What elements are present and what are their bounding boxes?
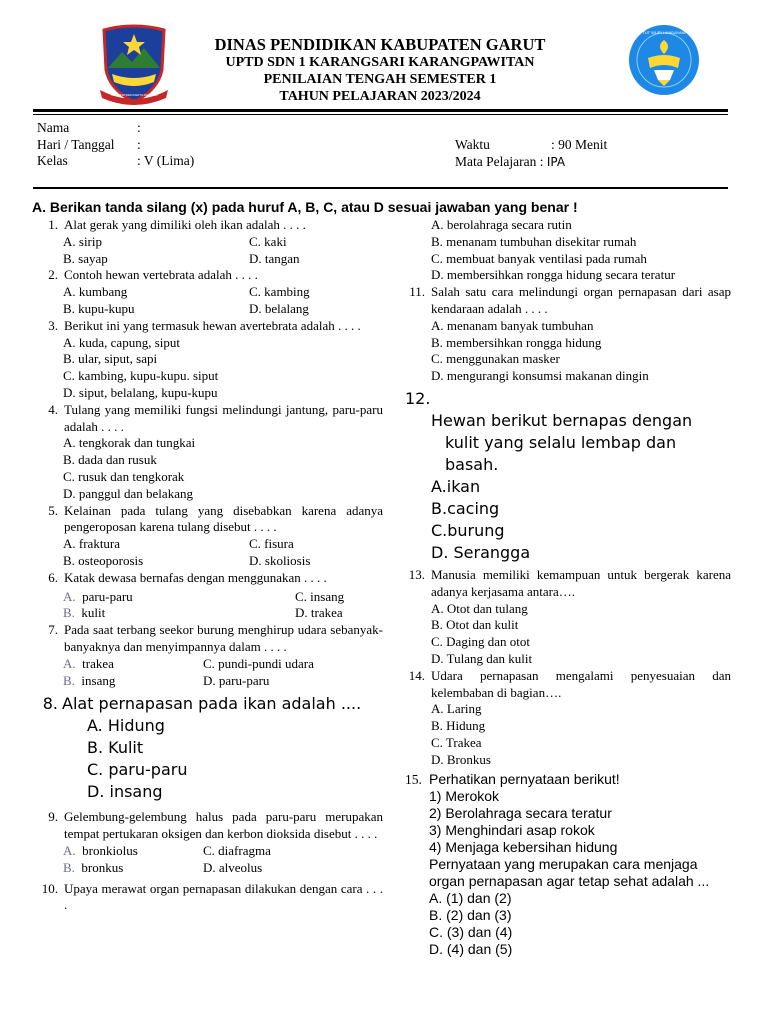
q9-option-d[interactable]: D. alveolus <box>203 859 263 875</box>
q2-text: Contoh hewan vertebrata adalah . . . . <box>64 267 258 283</box>
q8-number: 8. <box>42 694 58 714</box>
q6-number: 6. <box>48 569 58 585</box>
q1-option-c[interactable]: C. kaki <box>249 233 287 249</box>
q10-text: Upaya merawat organ pernapasan dilakukan dengan cara . . . . <box>64 880 383 913</box>
question-14 <box>405 668 731 769</box>
q4-option-d[interactable]: D. panggul dan belakang <box>63 485 193 501</box>
header-exam: PENILAIAN TENGAH SEMESTER 1 <box>263 72 497 87</box>
question-1 <box>33 217 383 267</box>
right-column <box>405 217 731 958</box>
question-3 <box>33 318 383 402</box>
question-11 <box>405 284 731 385</box>
q14-option-a[interactable]: A. Laring <box>431 701 482 717</box>
nama-row <box>37 120 337 137</box>
q13-option-d[interactable]: D. Tulang dan kulit <box>431 650 533 666</box>
question-4 <box>33 402 383 503</box>
identity-left <box>37 120 337 170</box>
q8-option-d[interactable]: D. insang <box>87 782 163 802</box>
q9-option-b[interactable] <box>63 860 203 877</box>
question-10 <box>33 881 383 915</box>
header-school: UPTD SDN 1 KARANGSARI KARANGPAWITAN <box>225 55 535 70</box>
q12-text: Hewan berikut bernapas dengan kulit yang selalu lembap dan basah. <box>431 410 693 474</box>
header-divider-thin <box>33 114 728 115</box>
q4-option-c[interactable]: C. rusuk dan tengkorak <box>63 468 185 484</box>
q7-text: Pada saat terbang seekor burung menghirup udara sebanyak-banyaknya dan menyimpannya dalam . . . . <box>64 622 383 654</box>
header-agency: DINAS PENDIDIKAN KABUPATEN GARUT <box>214 35 546 54</box>
left-column <box>33 217 383 914</box>
q6-text: Katak dewasa bernafas dengan menggunakan . . . . <box>64 569 327 585</box>
q12-option-a[interactable]: A.ikan <box>431 476 481 496</box>
q15-text: Perhatikan pernyataan berikut! <box>429 770 620 787</box>
q7-number: 7. <box>48 622 58 638</box>
q6-option-b-text: kulit <box>81 605 106 621</box>
q11-text: Salah satu cara melindungi organ pernapasan dari asap kendaraan adalah . . . . <box>431 284 731 316</box>
mapel-row <box>455 154 735 171</box>
q13-number: 13. <box>408 566 425 582</box>
q1-option-d[interactable]: D. tangan <box>249 250 300 266</box>
identity-right <box>455 137 735 170</box>
garut-logo-motto: TATA TENTREM KERTA RAHARJA <box>110 93 158 97</box>
kelas-value: : V (Lima) <box>137 153 195 168</box>
q14-option-b[interactable]: B. Hidung <box>431 718 486 734</box>
question-12 <box>405 388 731 564</box>
q3-option-b[interactable]: B. ular, siput, sapi <box>63 351 158 367</box>
q5-option-d[interactable]: D. skoliosis <box>249 552 311 568</box>
question-5 <box>33 503 383 570</box>
q10-number: 10. <box>41 880 58 896</box>
q2-option-b[interactable]: B. kupu-kupu <box>63 300 135 316</box>
tut-wuri-logo-text: TUT WURI HANDAYANI <box>642 30 686 35</box>
q15-option-c[interactable]: C. (3) dan (4) <box>429 923 513 940</box>
q1-option-b[interactable]: B. sayap <box>63 250 108 266</box>
q9-option-a-text: bronkiolus <box>82 842 138 858</box>
q12-option-b[interactable]: B.cacing <box>431 498 500 518</box>
q4-text: Tulang yang memiliki fungsi melindungi jantung, paru-paru adalah . . . . <box>64 401 383 434</box>
q7-option-b-text: insang <box>81 672 116 688</box>
q5-option-a[interactable]: A. fraktura <box>63 536 121 552</box>
q10-options <box>405 217 731 284</box>
hari-label: Hari / Tanggal <box>37 136 115 152</box>
q9-option-a-letter: A. <box>63 842 76 858</box>
q1-option-a[interactable]: A. sirip <box>63 233 102 249</box>
mapel-label: Mata Pelajaran : <box>455 153 544 169</box>
q9-option-b-text: bronkus <box>81 859 124 875</box>
q15-option-a[interactable]: A. (1) dan (2) <box>429 889 512 906</box>
q6-option-d[interactable]: D. trakea <box>295 605 343 621</box>
q8-option-b[interactable]: B. Kulit <box>87 738 144 758</box>
header-divider-thick <box>33 109 728 112</box>
q15-statements <box>429 788 731 856</box>
q9-number: 9. <box>48 809 58 825</box>
q15-number: 15. <box>405 771 422 787</box>
q15-statement-3: 3) Menghindari asap rokok <box>429 821 595 838</box>
q3-option-c[interactable]: C. kambing, kupu-kupu. siput <box>63 368 219 384</box>
q15-question: Pernyataan yang merupakan cara menjaga organ pernapasan agar tetap sehat adalah ... <box>429 855 710 889</box>
question-7 <box>33 622 383 689</box>
q14-option-d[interactable]: D. Bronkus <box>431 751 491 767</box>
q7-option-c[interactable]: C. pundi-pundi udara <box>203 655 314 671</box>
q13-option-c[interactable]: C. Daging dan otot <box>431 634 530 650</box>
q10-option-a[interactable]: A. berolahraga secara rutin <box>431 217 572 232</box>
mapel-value: IPA <box>546 154 566 169</box>
hari-row <box>37 137 337 154</box>
q15-option-d[interactable]: D. (4) dan (5) <box>429 940 513 957</box>
q7-option-b-letter: B. <box>63 672 75 688</box>
q6-option-c[interactable]: C. insang <box>295 588 345 604</box>
q15-statement-1: 1) Merokok <box>429 787 500 804</box>
q9-option-c[interactable]: C. diafragma <box>203 842 271 858</box>
q10-option-d[interactable]: D. membersihkan rongga hidung secara teratur <box>431 267 676 283</box>
q11-option-a[interactable]: A. menanam banyak tumbuhan <box>431 317 594 333</box>
q4-option-a[interactable]: A. tengkorak dan tungkai <box>63 435 196 451</box>
q15-statement-2: 2) Berolahraga secara teratur <box>429 804 612 821</box>
header-year: TAHUN PELAJARAN 2023/2024 <box>279 89 481 104</box>
q10-option-c[interactable]: C. membuat banyak ventilasi pada rumah <box>431 250 647 266</box>
q13-option-b[interactable]: B. Otot dan kulit <box>431 617 519 633</box>
q7-option-a[interactable] <box>63 656 203 673</box>
q6-option-b-letter: B. <box>63 605 75 621</box>
q10-option-b[interactable]: B. menanam tumbuhan disekitar rumah <box>431 233 637 249</box>
q13-text: Manusia memiliki kemampuan untuk bergerak karena adanya kerjasama antara…. <box>431 566 731 599</box>
question-2 <box>33 267 383 317</box>
q13-option-a[interactable]: A. Otot dan tulang <box>431 600 528 616</box>
q14-number: 14. <box>408 667 425 683</box>
waktu-label: Waktu <box>455 137 490 152</box>
q7-option-a-letter: A. <box>63 655 76 671</box>
q3-text: Berikut ini yang termasuk hewan avertebrata adalah . . . . <box>64 317 361 333</box>
q14-text: Udara pernapasan mengalami penyesuaian dan kelembaban di bagian…. <box>431 667 731 700</box>
q11-number: 11. <box>409 284 425 300</box>
q2-number: 2. <box>48 267 58 283</box>
q6-option-a[interactable] <box>63 589 295 606</box>
waktu-row <box>455 137 735 154</box>
question-8 <box>33 693 383 803</box>
q3-option-a[interactable]: A. kuda, capung, siput <box>63 334 180 350</box>
q2-option-a[interactable]: A. kumbang <box>63 284 128 300</box>
question-6 <box>33 570 383 622</box>
kelas-label: Kelas <box>37 153 68 168</box>
q12-option-c[interactable]: C.burung <box>431 520 505 540</box>
q3-option-d[interactable]: D. siput, belalang, kupu-kupu <box>63 384 218 400</box>
q7-option-a-text: trakea <box>82 655 114 671</box>
question-15 <box>405 771 731 958</box>
section-a-instruction: A. Berikan tanda silang (x) pada huruf A, B, C, atau D sesuai jawaban yang benar ! <box>32 199 578 215</box>
q5-option-c[interactable]: C. fisura <box>249 536 294 552</box>
q9-option-b-letter: B. <box>63 859 75 875</box>
q5-option-b[interactable]: B. osteoporosis <box>63 552 144 568</box>
waktu-value: : 90 Menit <box>551 137 608 152</box>
q12-number: 12. <box>405 388 431 408</box>
identity-divider <box>33 187 728 189</box>
q12-option-d[interactable]: D. Serangga <box>431 542 531 562</box>
q11-option-c[interactable]: C. menggunakan masker <box>431 351 560 367</box>
q8-option-c[interactable]: C. paru-paru <box>87 760 188 780</box>
q2-option-d[interactable]: D. belalang <box>249 300 309 316</box>
q4-number: 4. <box>48 401 58 417</box>
kelas-row <box>37 153 337 170</box>
q9-option-a[interactable] <box>63 843 203 860</box>
q5-text: Kelainan pada tulang yang disebabkan karena adanya pengeroposan karena tulang disebut . . . . <box>64 502 383 535</box>
q7-option-b[interactable] <box>63 673 203 690</box>
q6-option-a-text: paru-paru <box>82 588 133 604</box>
question-13 <box>405 567 731 668</box>
question-9 <box>33 809 383 876</box>
q9-text: Gelembung-gelembung halus pada paru-paru merupakan tempat pertukaran oksigen dan kerbon dioksida disebut . . . . <box>64 809 383 842</box>
q8-text: Alat pernapasan pada ikan adalah .... <box>62 694 362 714</box>
q11-option-d[interactable]: D. mengurangi konsumsi makanan dingin <box>431 368 649 384</box>
nama-field[interactable]: : <box>137 120 141 135</box>
q1-text: Alat gerak yang dimiliki oleh ikan adalah . . . . <box>64 217 306 232</box>
q15-statement-4: 4) Menjaga kebersihan hidung <box>429 838 618 855</box>
nama-label: Nama <box>37 120 70 135</box>
q2-option-c[interactable]: C. kambing <box>249 284 310 300</box>
q5-number: 5. <box>48 502 58 518</box>
q8-option-a[interactable]: A. Hidung <box>87 716 165 736</box>
q6-option-b[interactable] <box>63 605 295 622</box>
q15-option-b[interactable]: B. (2) dan (3) <box>429 906 512 923</box>
q14-option-c[interactable]: C. Trakea <box>431 734 482 750</box>
q4-option-b[interactable]: B. dada dan rusuk <box>63 452 157 468</box>
q1-number: 1. <box>48 217 58 232</box>
q7-option-d[interactable]: D. paru-paru <box>203 672 270 688</box>
q6-option-a-letter: A. <box>63 588 76 604</box>
hari-field[interactable]: : <box>137 136 141 152</box>
q3-number: 3. <box>48 317 58 333</box>
q11-option-b[interactable]: B. membersihkan rongga hidung <box>431 334 602 350</box>
